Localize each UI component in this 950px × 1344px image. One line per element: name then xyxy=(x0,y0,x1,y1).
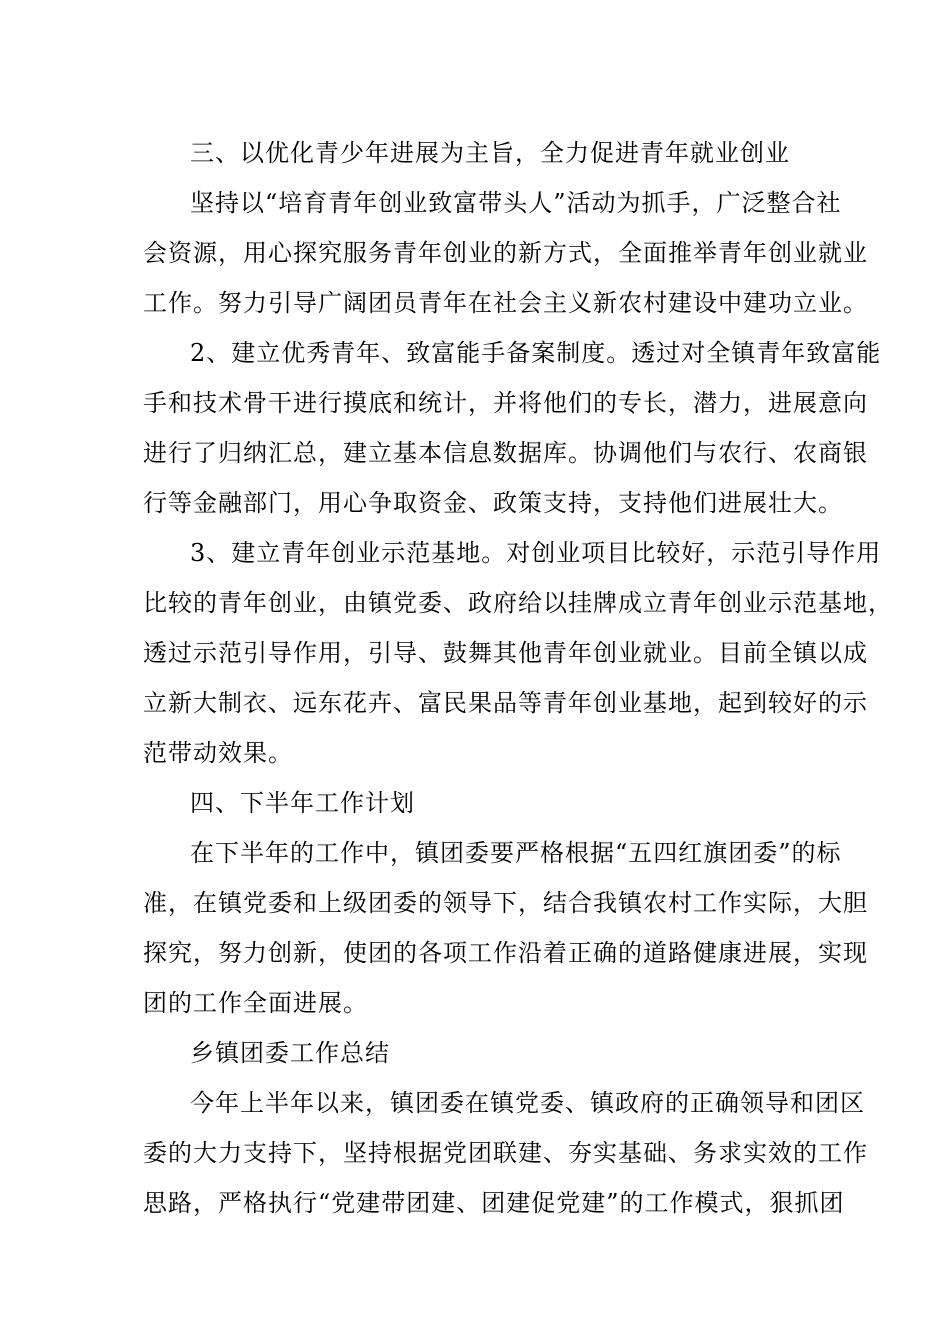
paragraph-line: 透过示范引导作用，引导、鼓舞其他青年创业就业。目前全镇以成 xyxy=(143,639,868,667)
paragraph-line: 思路，严格执行“党建带团建、团建促党建”的工作模式，狠抓团 xyxy=(143,1189,845,1217)
paragraph-line: 行等金融部门，用心争取资金、政策支持，支持他们进展壮大。 xyxy=(143,489,843,517)
paragraph-line: 进行了归纳汇总，建立基本信息数据库。协调他们与农行、农商银 xyxy=(143,439,868,467)
paragraph-line: 团的工作全面进展。 xyxy=(143,989,368,1017)
section-heading-4: 四、下半年工作计划 xyxy=(190,789,415,817)
paragraph-line: 准，在镇党委和上级团委的领导下，结合我镇农村工作实际，大胆 xyxy=(143,889,868,917)
paragraph-line: 会资源，用心探究服务青年创业的新方式，全面推举青年创业就业 xyxy=(143,239,868,267)
paragraph-line: 委的大力支持下，坚持根据党团联建、夯实基础、务求实效的工作 xyxy=(143,1139,868,1167)
paragraph-line: 坚持以“培育青年创业致富带头人”活动为抓手，广泛整合社 xyxy=(190,189,842,217)
paragraph-line: 范带动效果。 xyxy=(143,739,293,767)
paragraph-line: 工作。努力引导广阔团员青年在社会主义新农村建设中建功立业。 xyxy=(143,289,868,317)
paragraph-line: 立新大制衣、远东花卉、富民果品等青年创业基地，起到较好的示 xyxy=(143,689,868,717)
paragraph-line: 比较的青年创业，由镇党委、政府给以挂牌成立青年创业示范基地， xyxy=(143,589,893,617)
paragraph-line: 手和技术骨干进行摸底和统计，并将他们的专长，潜力，进展意向 xyxy=(143,389,868,417)
paragraph-line: 3、建立青年创业示范基地。对创业项目比较好，示范引导作用 xyxy=(190,539,882,567)
section-heading-3: 三、以优化青少年进展为主旨，全力促进青年就业创业 xyxy=(190,139,790,167)
section-title: 乡镇团委工作总结 xyxy=(190,1039,390,1067)
paragraph-line: 探究，努力创新，使团的各项工作沿着正确的道路健康进展，实现 xyxy=(143,939,868,967)
paragraph-line: 在下半年的工作中，镇团委要严格根据“五四红旗团委”的标 xyxy=(190,839,842,867)
paragraph-line: 2、建立优秀青年、致富能手备案制度。透过对全镇青年致富能 xyxy=(190,339,882,367)
paragraph-line: 今年上半年以来，镇团委在镇党委、镇政府的正确领导和团区 xyxy=(190,1089,865,1117)
